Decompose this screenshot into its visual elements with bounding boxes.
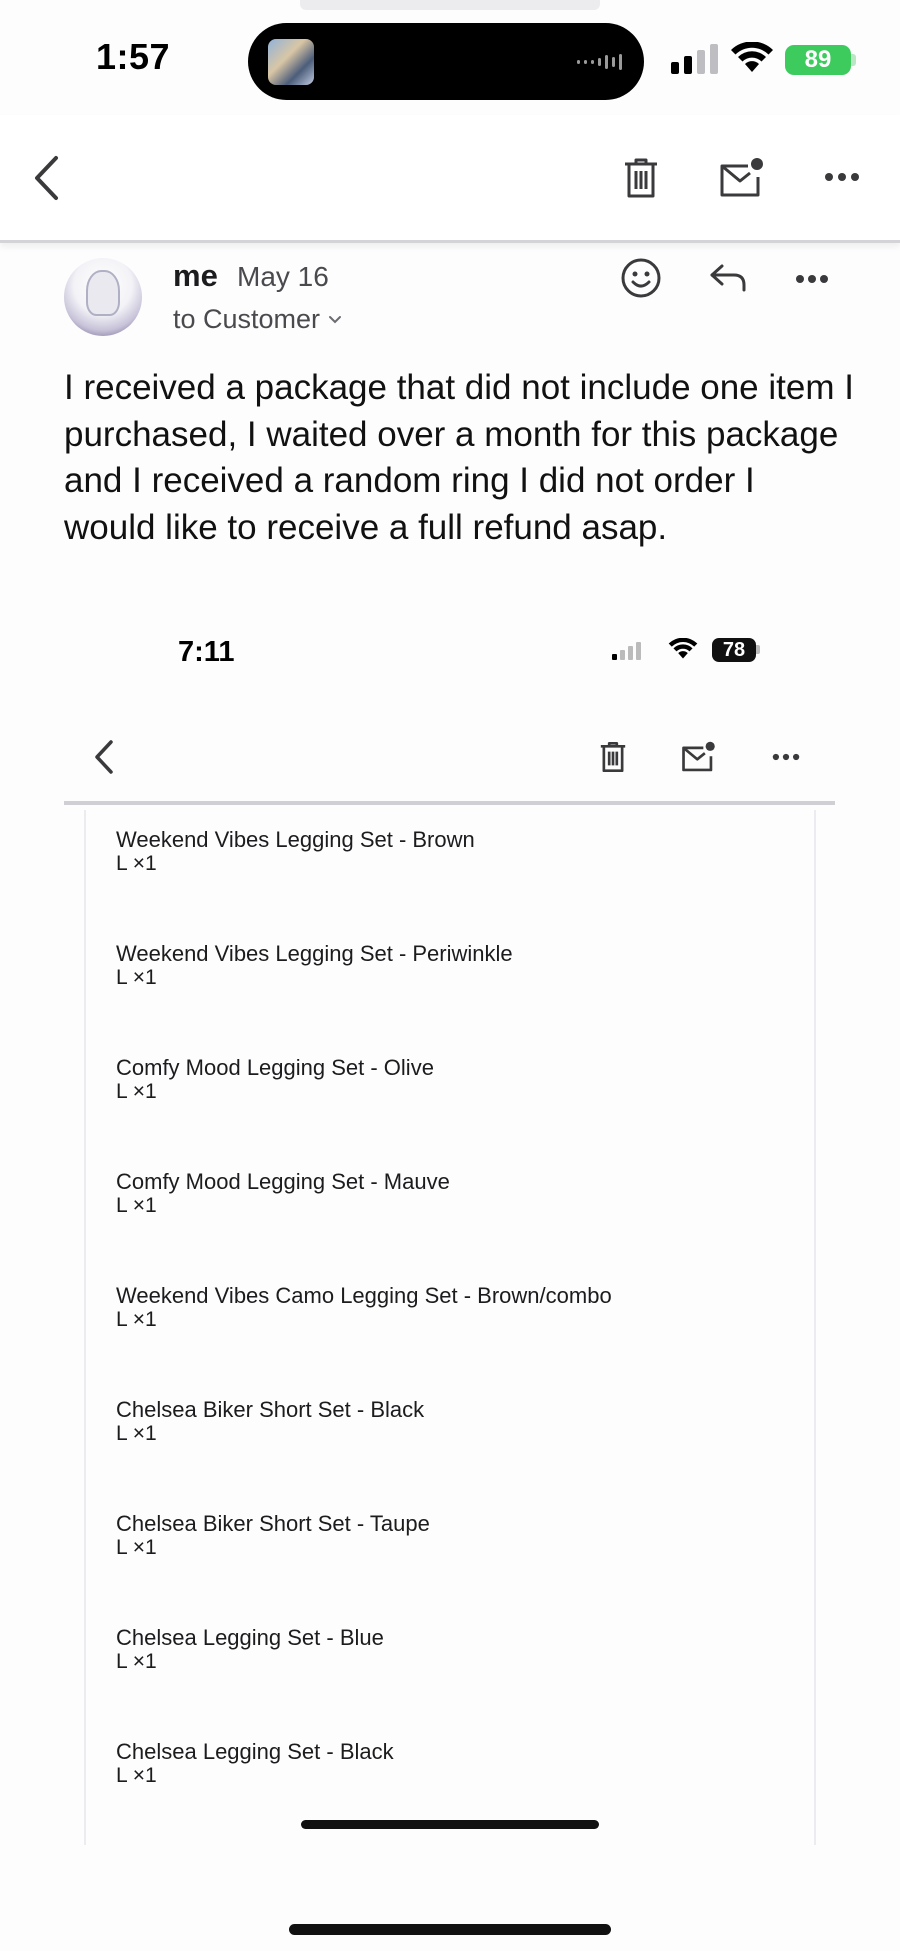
list-item: [116, 1740, 394, 1788]
status-bar: [0, 0, 900, 115]
item-name: Weekend Vibes Camo Legging Set - Brown/combo: [116, 1283, 612, 1308]
message-toolbar: [0, 115, 900, 243]
item-qty: L ×1: [116, 1536, 157, 1559]
signal-icon: [671, 44, 718, 74]
sender-name[interactable]: me: [173, 258, 218, 293]
now-playing-artwork: [268, 39, 314, 85]
embedded-screenshot[interactable]: [0, 620, 900, 1951]
battery-icon: [785, 45, 851, 75]
recipient-label: to Customer: [173, 304, 321, 334]
more-button[interactable]: [820, 155, 864, 199]
item-name: Weekend Vibes Legging Set - Periwinkle: [116, 941, 513, 966]
wifi-icon: [730, 42, 774, 74]
trash-icon: [623, 157, 659, 199]
list-item: [116, 942, 513, 990]
embedded-mark-unread-icon: [680, 741, 716, 773]
list-item: [116, 1170, 450, 1218]
embedded-wifi-icon: [668, 638, 698, 660]
item-qty: L ×1: [116, 1764, 157, 1787]
embedded-battery-level: 78: [722, 638, 746, 661]
embedded-toolbar: [64, 705, 835, 805]
reply-icon: [708, 262, 748, 294]
embedded-battery-tip: [756, 645, 760, 654]
item-name: Comfy Mood Legging Set - Olive: [116, 1055, 434, 1080]
more-icon: [795, 274, 829, 284]
item-name: Chelsea Legging Set - Black: [116, 1739, 394, 1764]
item-qty: L ×1: [116, 1194, 157, 1217]
battery-level: 89: [804, 46, 832, 73]
recipient-line[interactable]: [173, 304, 342, 335]
delete-button[interactable]: [618, 155, 664, 201]
order-items-list: [84, 810, 816, 1845]
item-qty: L ×1: [116, 966, 157, 989]
reply-button[interactable]: [704, 258, 752, 298]
emoji-reaction-button[interactable]: [617, 254, 665, 302]
message-body: I received a package that did not include one item I purchased, I waited over a month for this package and I received a random ring I did not order I would like to receive a full refund asap.: [64, 368, 854, 547]
item-name: Chelsea Legging Set - Blue: [116, 1625, 384, 1650]
chevron-down-icon: [328, 315, 342, 324]
item-qty: L ×1: [116, 1308, 157, 1331]
list-item: [116, 1626, 384, 1674]
list-item: [116, 1056, 434, 1104]
message-more-button[interactable]: [792, 262, 832, 296]
item-qty: L ×1: [116, 1080, 157, 1103]
item-qty: L ×1: [116, 1422, 157, 1445]
back-button[interactable]: [26, 153, 66, 203]
dynamic-island[interactable]: [248, 23, 644, 100]
back-chevron-icon: [32, 155, 60, 201]
embedded-trash-icon: [599, 741, 627, 773]
embedded-signal-icon: [612, 642, 641, 660]
item-name: Chelsea Biker Short Set - Black: [116, 1397, 425, 1422]
embedded-more-icon: [772, 753, 800, 761]
item-name: Weekend Vibes Legging Set - Brown: [116, 827, 475, 852]
list-item: [116, 828, 475, 876]
embedded-back-chevron-icon: [94, 740, 114, 774]
battery-tip: [851, 54, 856, 66]
mark-unread-button[interactable]: [715, 153, 767, 203]
mark-unread-icon: [718, 157, 764, 199]
home-indicator[interactable]: [289, 1924, 611, 1935]
item-name: Chelsea Biker Short Set - Taupe: [116, 1511, 430, 1536]
avatar[interactable]: [64, 258, 142, 336]
list-item: [116, 1284, 612, 1332]
audio-waveform-icon: [577, 51, 622, 73]
embedded-home-indicator: [301, 1820, 599, 1829]
item-qty: L ×1: [116, 852, 157, 875]
item-name: Comfy Mood Legging Set - Mauve: [116, 1169, 450, 1194]
emoji-reaction-icon: [620, 257, 662, 299]
embedded-battery-icon: [712, 638, 756, 662]
more-icon: [824, 172, 860, 182]
message-date: May 16: [237, 261, 329, 292]
status-time: 1:57: [96, 36, 171, 77]
item-qty: L ×1: [116, 1650, 157, 1673]
avatar-figure: [86, 270, 120, 316]
list-item: [116, 1398, 424, 1446]
list-item: [116, 1512, 430, 1560]
embedded-status-time: 7:11: [178, 636, 235, 668]
